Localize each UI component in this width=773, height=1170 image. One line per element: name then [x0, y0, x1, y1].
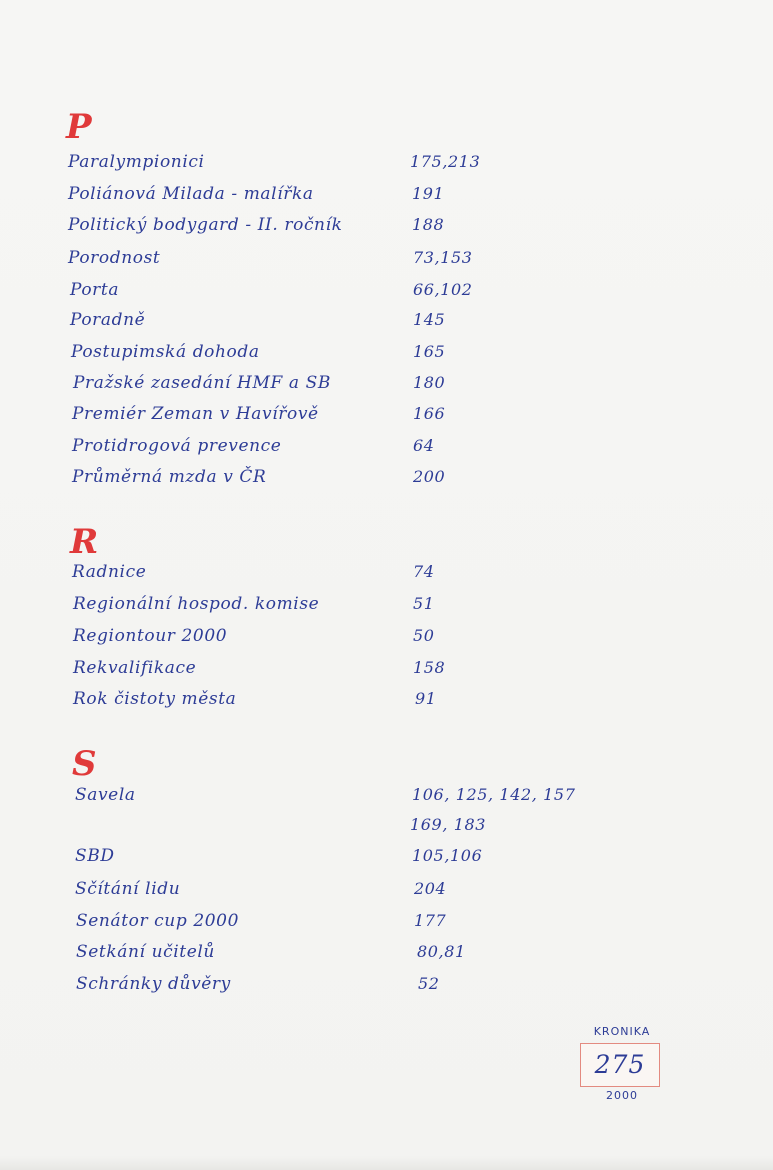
section-letter-s: S: [72, 744, 98, 784]
stamp-year: 2000: [606, 1089, 638, 1102]
index-entry: [0, 942, 773, 972]
index-entry: [0, 436, 773, 466]
entry-pages: 180: [413, 373, 446, 392]
page-bottom-edge: [0, 1156, 773, 1170]
entry-pages: 106, 125, 142, 157: [412, 785, 576, 804]
entry-pages: 175,213: [410, 152, 481, 171]
entry-pages: 64: [413, 436, 435, 455]
entry-pages: 177: [414, 911, 447, 930]
entry-pages: 105,106: [412, 846, 483, 865]
entry-pages: 74: [413, 562, 435, 581]
entry-pages: 169, 183: [410, 815, 487, 834]
index-entry: [0, 594, 773, 624]
index-entry: [0, 310, 773, 340]
entry-label: Rok čistoty města: [73, 689, 237, 709]
entry-pages: 50: [413, 626, 435, 645]
stamp-page-number: 275: [594, 1050, 646, 1079]
section-letter-p: P: [66, 107, 93, 147]
entry-label: Savela: [75, 785, 136, 805]
index-entry: [0, 215, 773, 245]
index-entry: [0, 248, 773, 278]
entry-label: SBD: [75, 846, 115, 866]
index-entry: [0, 846, 773, 876]
entry-pages: 80,81: [417, 942, 466, 961]
entry-label: Sčítání lidu: [75, 879, 181, 899]
index-entry: [0, 689, 773, 719]
index-entry: [0, 658, 773, 688]
entry-label: Rekvalifikace: [73, 658, 197, 678]
entry-label: Senátor cup 2000: [76, 911, 240, 931]
stamp-page-box: [580, 1043, 660, 1087]
entry-label: Regiontour 2000: [73, 626, 228, 646]
entry-pages: 52: [418, 974, 440, 993]
index-entry: [0, 785, 773, 815]
entry-pages: 51: [413, 594, 435, 613]
entry-pages: 204: [414, 879, 447, 898]
entry-label: Setkání učitelů: [76, 942, 215, 962]
index-entry: [0, 404, 773, 434]
entry-label: Radnice: [72, 562, 147, 582]
entry-pages: 66,102: [413, 280, 473, 299]
index-entry: [0, 879, 773, 909]
entry-pages: 166: [413, 404, 446, 423]
section-letter-r: R: [70, 522, 100, 562]
index-entry: [0, 815, 773, 845]
entry-label: Průměrná mzda v ČR: [72, 467, 267, 487]
entry-label: Premiér Zeman v Havířově: [72, 404, 319, 424]
entry-pages: 145: [413, 310, 446, 329]
entry-pages: 165: [413, 342, 446, 361]
index-entry: [0, 562, 773, 592]
entry-label: Pražské zasedání HMF a SB: [73, 373, 331, 393]
index-entry: [0, 911, 773, 941]
index-entry: [0, 280, 773, 310]
index-entry: [0, 342, 773, 372]
entry-label: Protidrogová prevence: [72, 436, 282, 456]
index-entry: [0, 974, 773, 1004]
index-entry: [0, 467, 773, 497]
entry-label: Porta: [70, 280, 120, 300]
index-entry: [0, 626, 773, 656]
entry-pages: 191: [412, 184, 445, 203]
entry-label: Regionální hospod. komise: [73, 594, 320, 614]
entry-label: Paralympionici: [68, 152, 205, 172]
entry-label: Poliánová Milada - malířka: [68, 184, 314, 204]
index-entry: [0, 184, 773, 214]
entry-pages: 91: [415, 689, 437, 708]
entry-pages: 200: [413, 467, 446, 486]
entry-pages: 158: [413, 658, 446, 677]
entry-label: Poradně: [70, 310, 146, 330]
index-entry: [0, 152, 773, 182]
chronicle-page-stamp: [572, 1025, 672, 1107]
entry-label: Schránky důvěry: [76, 974, 231, 994]
entry-pages: 188: [412, 215, 445, 234]
entry-pages: 73,153: [413, 248, 473, 267]
entry-label: Postupimská dohoda: [71, 342, 260, 362]
entry-label: Politický bodygard - II. ročník: [68, 215, 343, 235]
stamp-title: KRONIKA: [593, 1025, 651, 1038]
entry-label: Porodnost: [68, 248, 161, 268]
index-entry: [0, 373, 773, 403]
